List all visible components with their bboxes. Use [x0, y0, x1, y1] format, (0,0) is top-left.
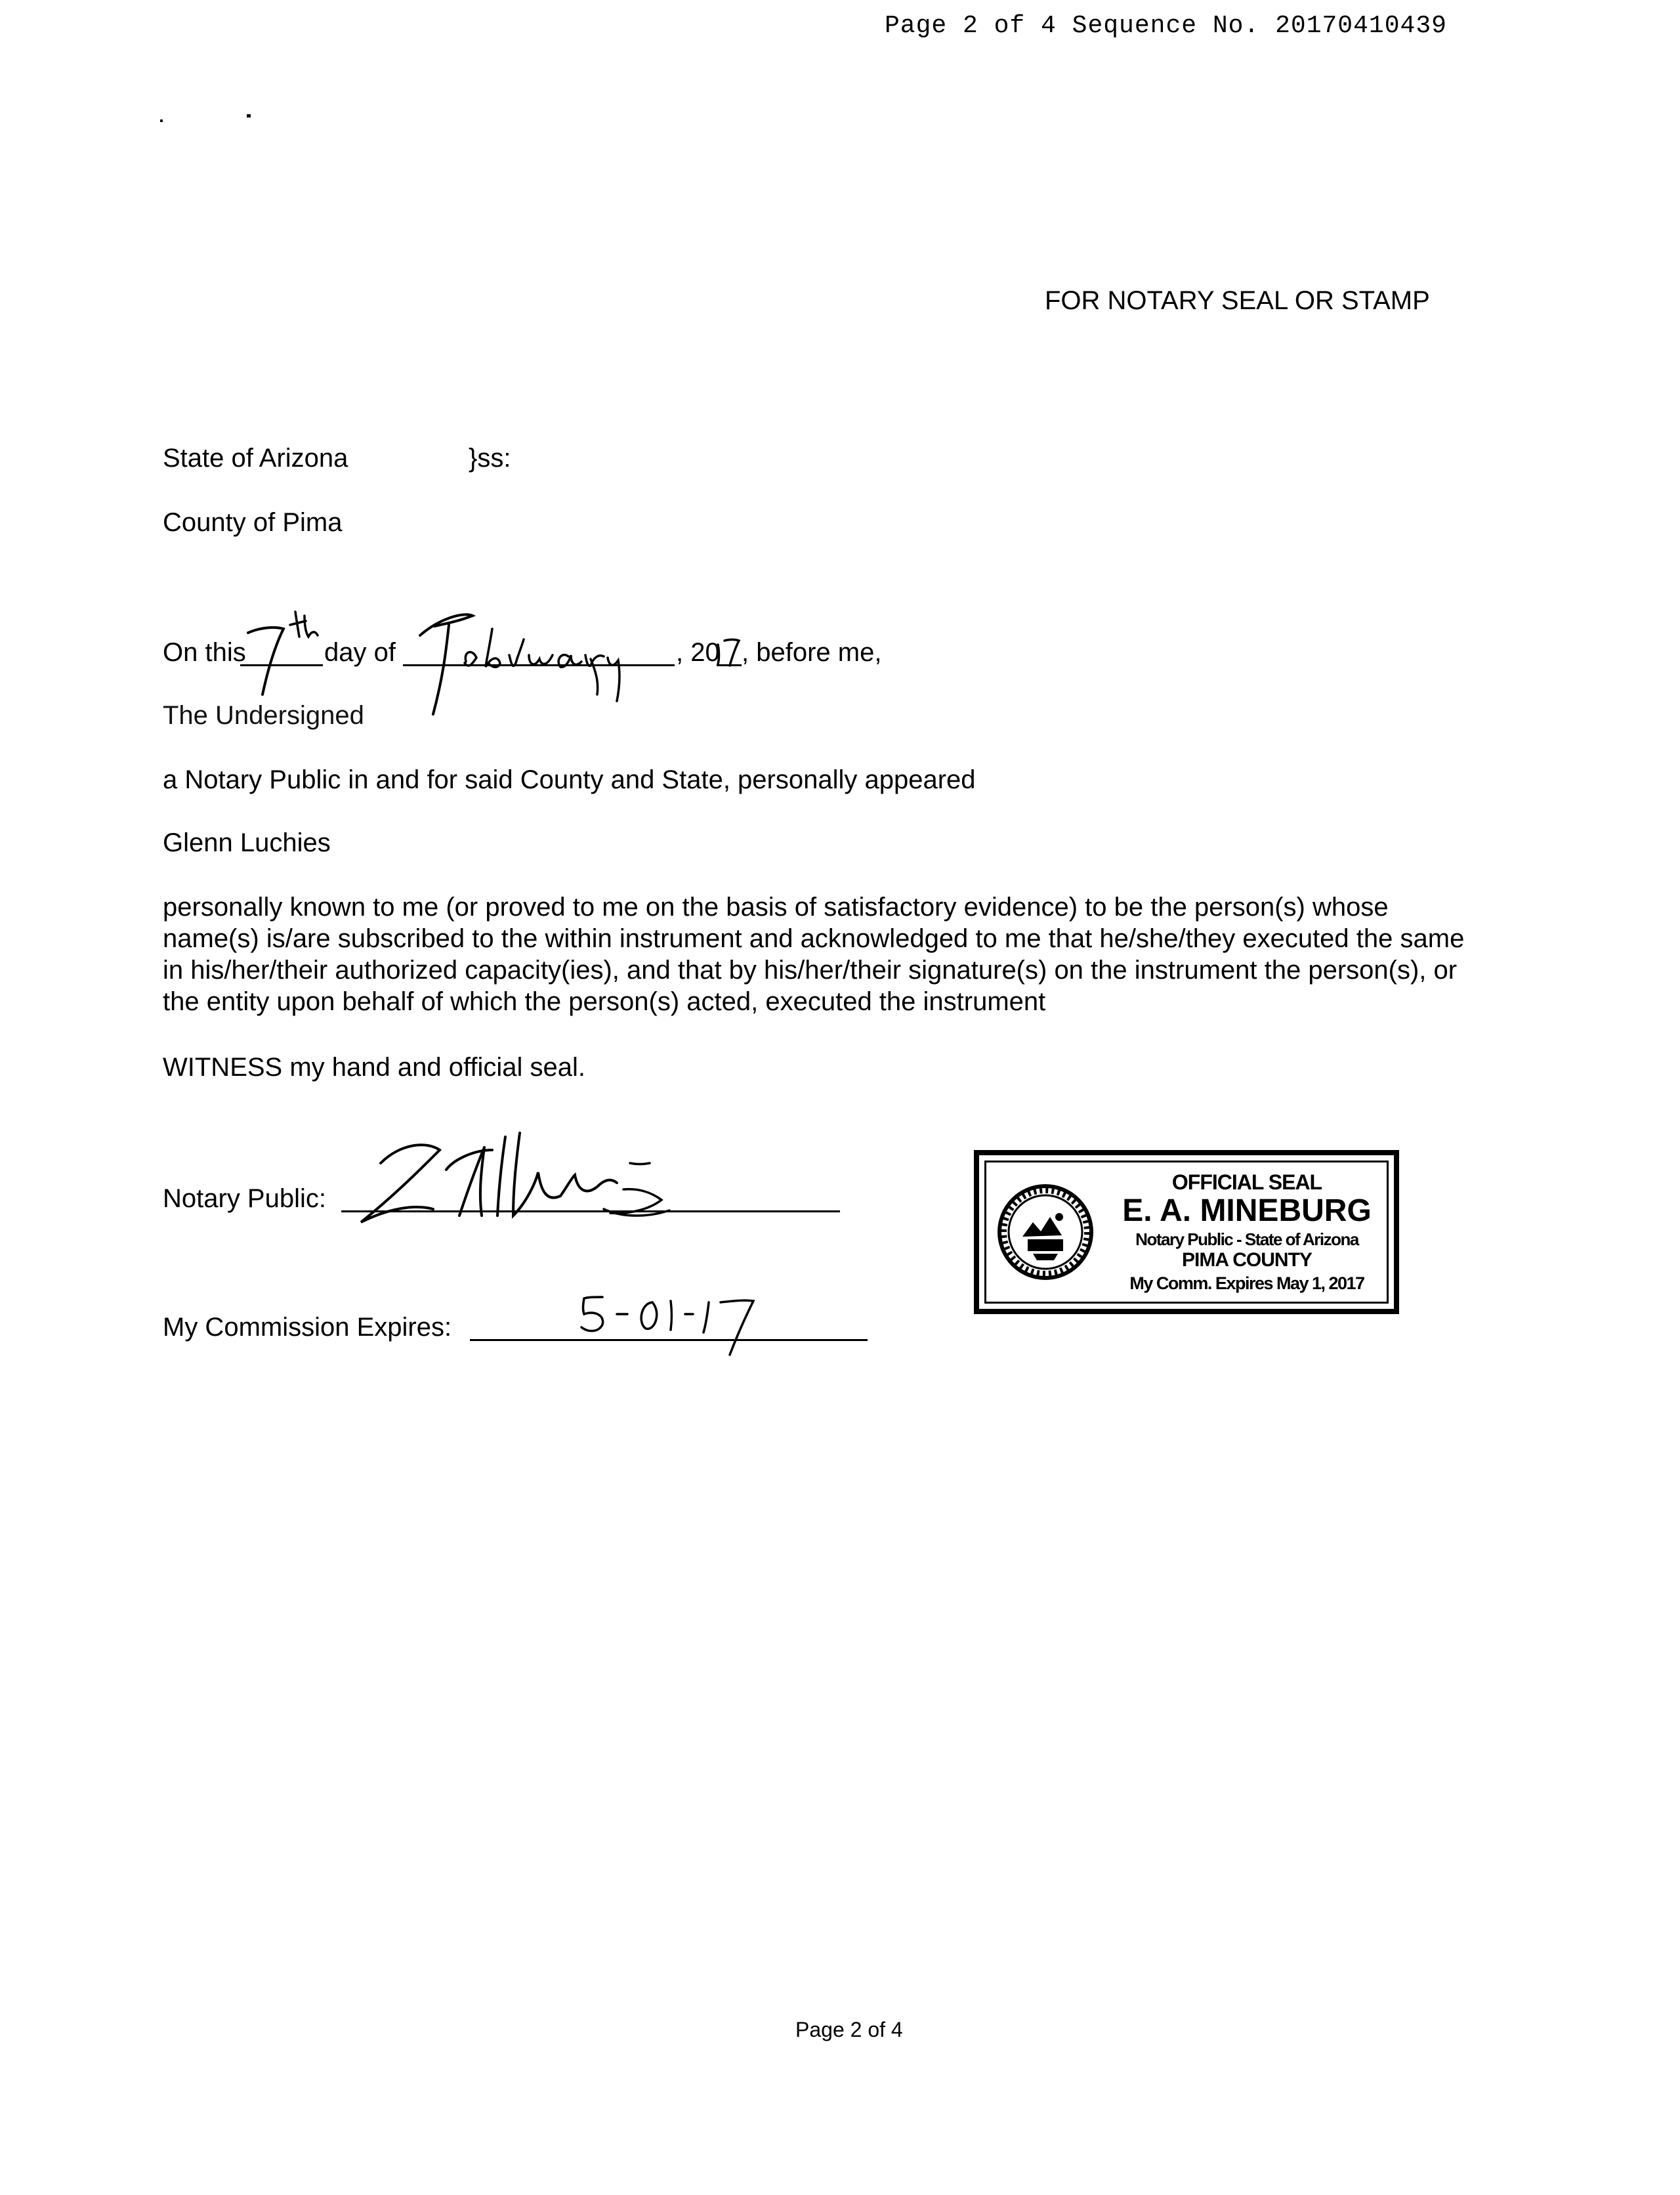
- paragraph-line: in his/her/their authorized capacity(ies), and that by his/her/their signature(s) on the instrument the person(s), or: [163, 956, 1458, 985]
- year-handwriting: [713, 631, 746, 671]
- stamp-expiration: My Comm. Expires May 1, 2017: [1129, 1273, 1364, 1293]
- venue-county: County of Pima: [163, 508, 343, 537]
- notary-signature: [341, 1124, 696, 1229]
- acknowledgment-paragraph: [163, 891, 1464, 1017]
- page-footer: Page 2 of 4: [795, 2018, 903, 2041]
- scan-speck: [160, 119, 163, 122]
- stamp-notary-name: E. A. MINEBURG: [1122, 1193, 1372, 1228]
- venue-ss: }ss:: [469, 444, 511, 473]
- stamp-jurisdiction: Notary Public - State of Arizona: [1135, 1229, 1358, 1249]
- commission-handwriting: [572, 1287, 782, 1359]
- officer-name: The Undersigned: [163, 701, 364, 730]
- official-seal-stamp: [974, 1150, 1399, 1314]
- witness-statement: WITNESS my hand and official seal.: [163, 1053, 585, 1082]
- commission-label: My Commission Expires:: [163, 1313, 452, 1342]
- scan-speck: [247, 114, 251, 117]
- notary-public-label: Notary Public:: [163, 1184, 326, 1213]
- notary-statement: a Notary Public in and for said County and State, personally appeared: [163, 765, 976, 794]
- year-prefix: , 20: [676, 638, 720, 667]
- sequence-header: Page 2 of 4 Sequence No. 20170410439: [885, 12, 1447, 40]
- paragraph-line: personally known to me (or proved to me on the basis of satisfactory evidence) to be the person(s) whose: [163, 893, 1389, 922]
- month-handwriting: [400, 603, 676, 721]
- appearing-party: Glenn Luchies: [163, 828, 331, 857]
- stamp-title: OFFICIAL SEAL: [1171, 1170, 1322, 1194]
- day-handwriting: [240, 599, 326, 697]
- on-this-label: On this: [163, 638, 246, 667]
- paragraph-line: name(s) is/are subscribed to the within instrument and acknowledged to me that he/she/they executed the same: [163, 924, 1465, 953]
- paragraph-line: the entity upon behalf of which the person(s) acted, executed the instrument: [163, 987, 1046, 1016]
- venue-state: State of Arizona: [163, 444, 348, 473]
- state-seal-icon: [996, 1183, 1095, 1285]
- seal-area-label: FOR NOTARY SEAL OR STAMP: [1045, 286, 1430, 315]
- stamp-county: PIMA COUNTY: [1182, 1249, 1312, 1271]
- before-me-label: , before me,: [742, 638, 882, 667]
- day-of-label: day of: [324, 638, 396, 667]
